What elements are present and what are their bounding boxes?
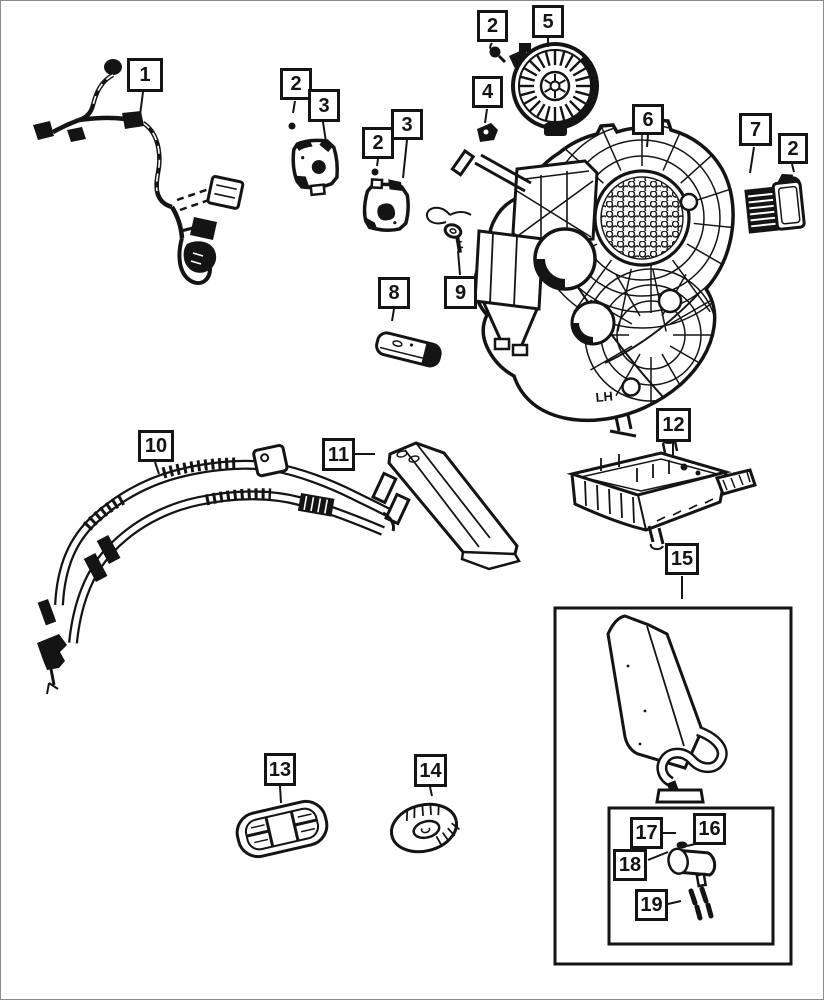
callout-1-harness[interactable]: 1	[127, 58, 163, 92]
part-bracket-8	[375, 331, 443, 368]
callout-14-grommet[interactable]: 14	[414, 754, 447, 787]
callout-15-kit[interactable]: 15	[665, 543, 699, 575]
part-drain-pan	[572, 437, 755, 549]
part-seal-16	[677, 842, 688, 849]
part-hvac-housing	[452, 102, 757, 436]
part-screw-9	[427, 208, 471, 253]
part-ac-lines	[37, 445, 409, 694]
callout-11-evaporator[interactable]: 11	[322, 438, 355, 471]
callout-7-resistor[interactable]: 7	[739, 113, 772, 146]
part-evaporator-core	[389, 443, 519, 569]
callout-2-resistor[interactable]: 2	[778, 133, 808, 164]
callout-2-actuator-right[interactable]: 2	[362, 127, 394, 159]
callout-18-valve[interactable]: 18	[613, 849, 647, 881]
part-valve-17-18	[667, 843, 718, 891]
callout-5-blower-motor[interactable]: 5	[532, 5, 564, 38]
callout-17-fitting[interactable]: 17	[630, 817, 663, 849]
part-clip-4	[477, 123, 498, 142]
callout-3-actuator-left[interactable]: 3	[308, 89, 340, 122]
callout-13-grille[interactable]: 13	[264, 753, 296, 786]
part-vent-grille	[233, 797, 331, 860]
part-pins-19	[691, 889, 711, 918]
part-wiring-harness	[33, 59, 243, 283]
callout-12-drain-pan[interactable]: 12	[656, 408, 691, 442]
diagram-art	[1, 1, 824, 1000]
part-blower-motor	[509, 43, 597, 136]
callout-2-actuator-left[interactable]: 2	[280, 68, 312, 100]
part-grommet	[386, 797, 462, 858]
part-heater-core-kit	[555, 608, 791, 964]
callout-3-actuator-right[interactable]: 3	[391, 109, 423, 140]
housing-lh-marking: LH	[594, 388, 614, 405]
callout-16-seal[interactable]: 16	[693, 813, 726, 845]
part-blower-resistor	[744, 172, 804, 232]
part-actuator-left	[289, 123, 340, 197]
callout-19-pins[interactable]: 19	[635, 889, 668, 921]
callout-10-ac-lines[interactable]: 10	[138, 430, 174, 462]
callout-2-blower[interactable]: 2	[477, 10, 508, 42]
callout-6-housing[interactable]: 6	[632, 104, 664, 135]
callout-8-bracket[interactable]: 8	[378, 277, 410, 309]
callout-9-screw[interactable]: 9	[444, 276, 477, 309]
callout-4-clip[interactable]: 4	[472, 76, 503, 108]
